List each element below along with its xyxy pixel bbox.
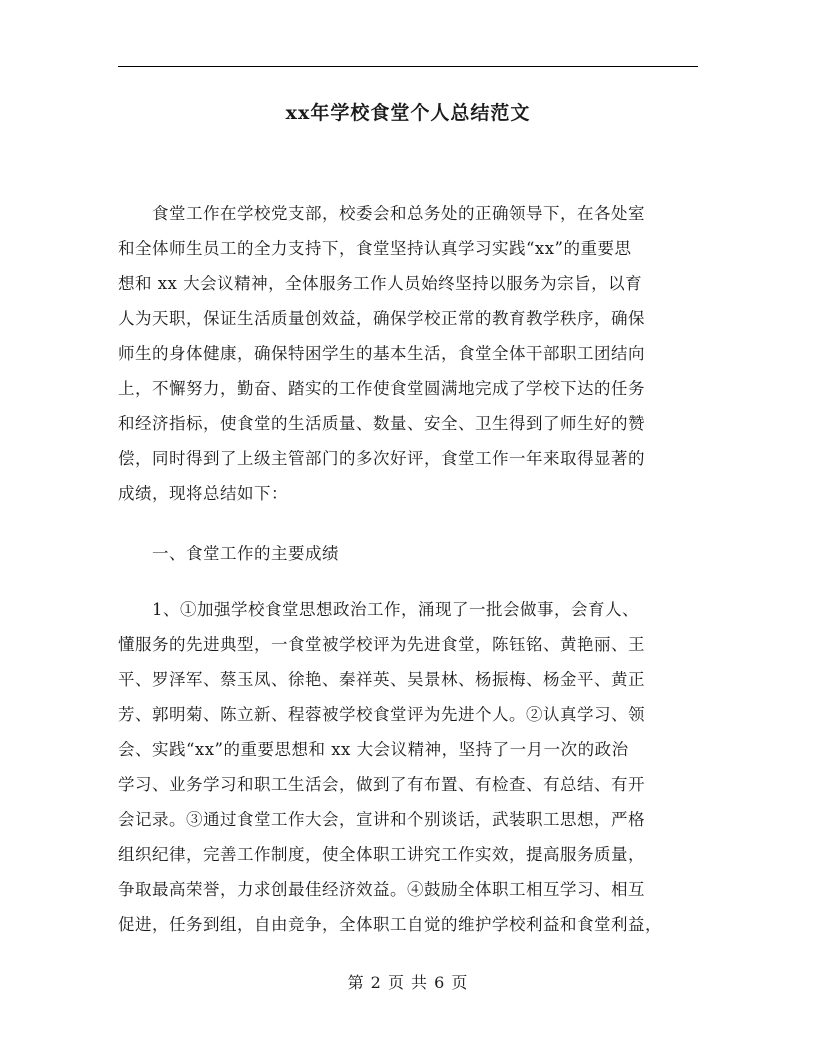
page-number: 第 2 页 共 6 页 — [347, 973, 469, 992]
document-title: xx年学校食堂个人总结范文 — [285, 102, 531, 124]
text-line: 成绩，现将总结如下： — [118, 484, 288, 503]
text-line: 上，不懈努力，勤奋、踏实的工作使食堂圆满地完成了学校下达的任务 — [118, 379, 645, 398]
text-line: 想和 xx 大会议精神，全体服务工作人员始终坚持以服务为宗旨，以育 — [118, 274, 643, 293]
text-line: 促进，任务到组，自由竞争，全体职工自觉的维护学校利益和食堂利益， — [118, 915, 662, 934]
text-line: 会、实践“xx”的重要思想和 xx 大会议精神，坚持了一月一次的政治 — [118, 740, 629, 759]
text-line: 和全体师生员工的全力支持下，食堂坚持认真学习实践“xx”的重要思 — [118, 239, 632, 258]
text-line: 1、①加强学校食堂思想政治工作，涌现了一批会做事，会育人、 — [118, 600, 639, 619]
text-line: 偿，同时得到了上级主管部门的多次好评，食堂工作一年来取得显著的 — [118, 449, 645, 468]
text-line: 会记录。③通过食堂工作大会，宣讲和个别谈话，武装职工思想，严格 — [118, 810, 645, 829]
text-line: 芳、郭明菊、陈立新、程蓉被学校食堂评为先进个人。②认真学习、领 — [118, 705, 645, 724]
text-line: 争取最高荣誉，力求创最佳经济效益。④鼓励全体职工相互学习、相互 — [118, 880, 645, 899]
header-rule — [118, 66, 698, 67]
text-line: 人为天职，保证生活质量创效益，确保学校正常的教育教学秩序，确保 — [118, 309, 645, 328]
section-heading: 一、食堂工作的主要成绩 — [118, 544, 339, 563]
text-line: 和经济指标，使食堂的生活质量、数量、安全、卫生得到了师生好的赞 — [118, 414, 645, 433]
text-line: 懂服务的先进典型，一食堂被学校评为先进食堂，陈钰铭、黄艳丽、王 — [118, 635, 645, 654]
text-line: 师生的身体健康，确保特困学生的基本生活，食堂全体干部职工团结向 — [118, 344, 645, 363]
text-line: 学习、业务学习和职工生活会，做到了有布置、有检查、有总结、有开 — [118, 775, 645, 794]
text-line: 平、罗泽军、蔡玉凤、徐艳、秦祥英、吴景林、杨振梅、杨金平、黄正 — [118, 670, 645, 689]
text-line: 食堂工作在学校党支部，校委会和总务处的正确领导下，在各处室 — [118, 204, 645, 223]
text-line: 组织纪律，完善工作制度，使全体职工讲究工作实效，提高服务质量， — [118, 845, 645, 864]
